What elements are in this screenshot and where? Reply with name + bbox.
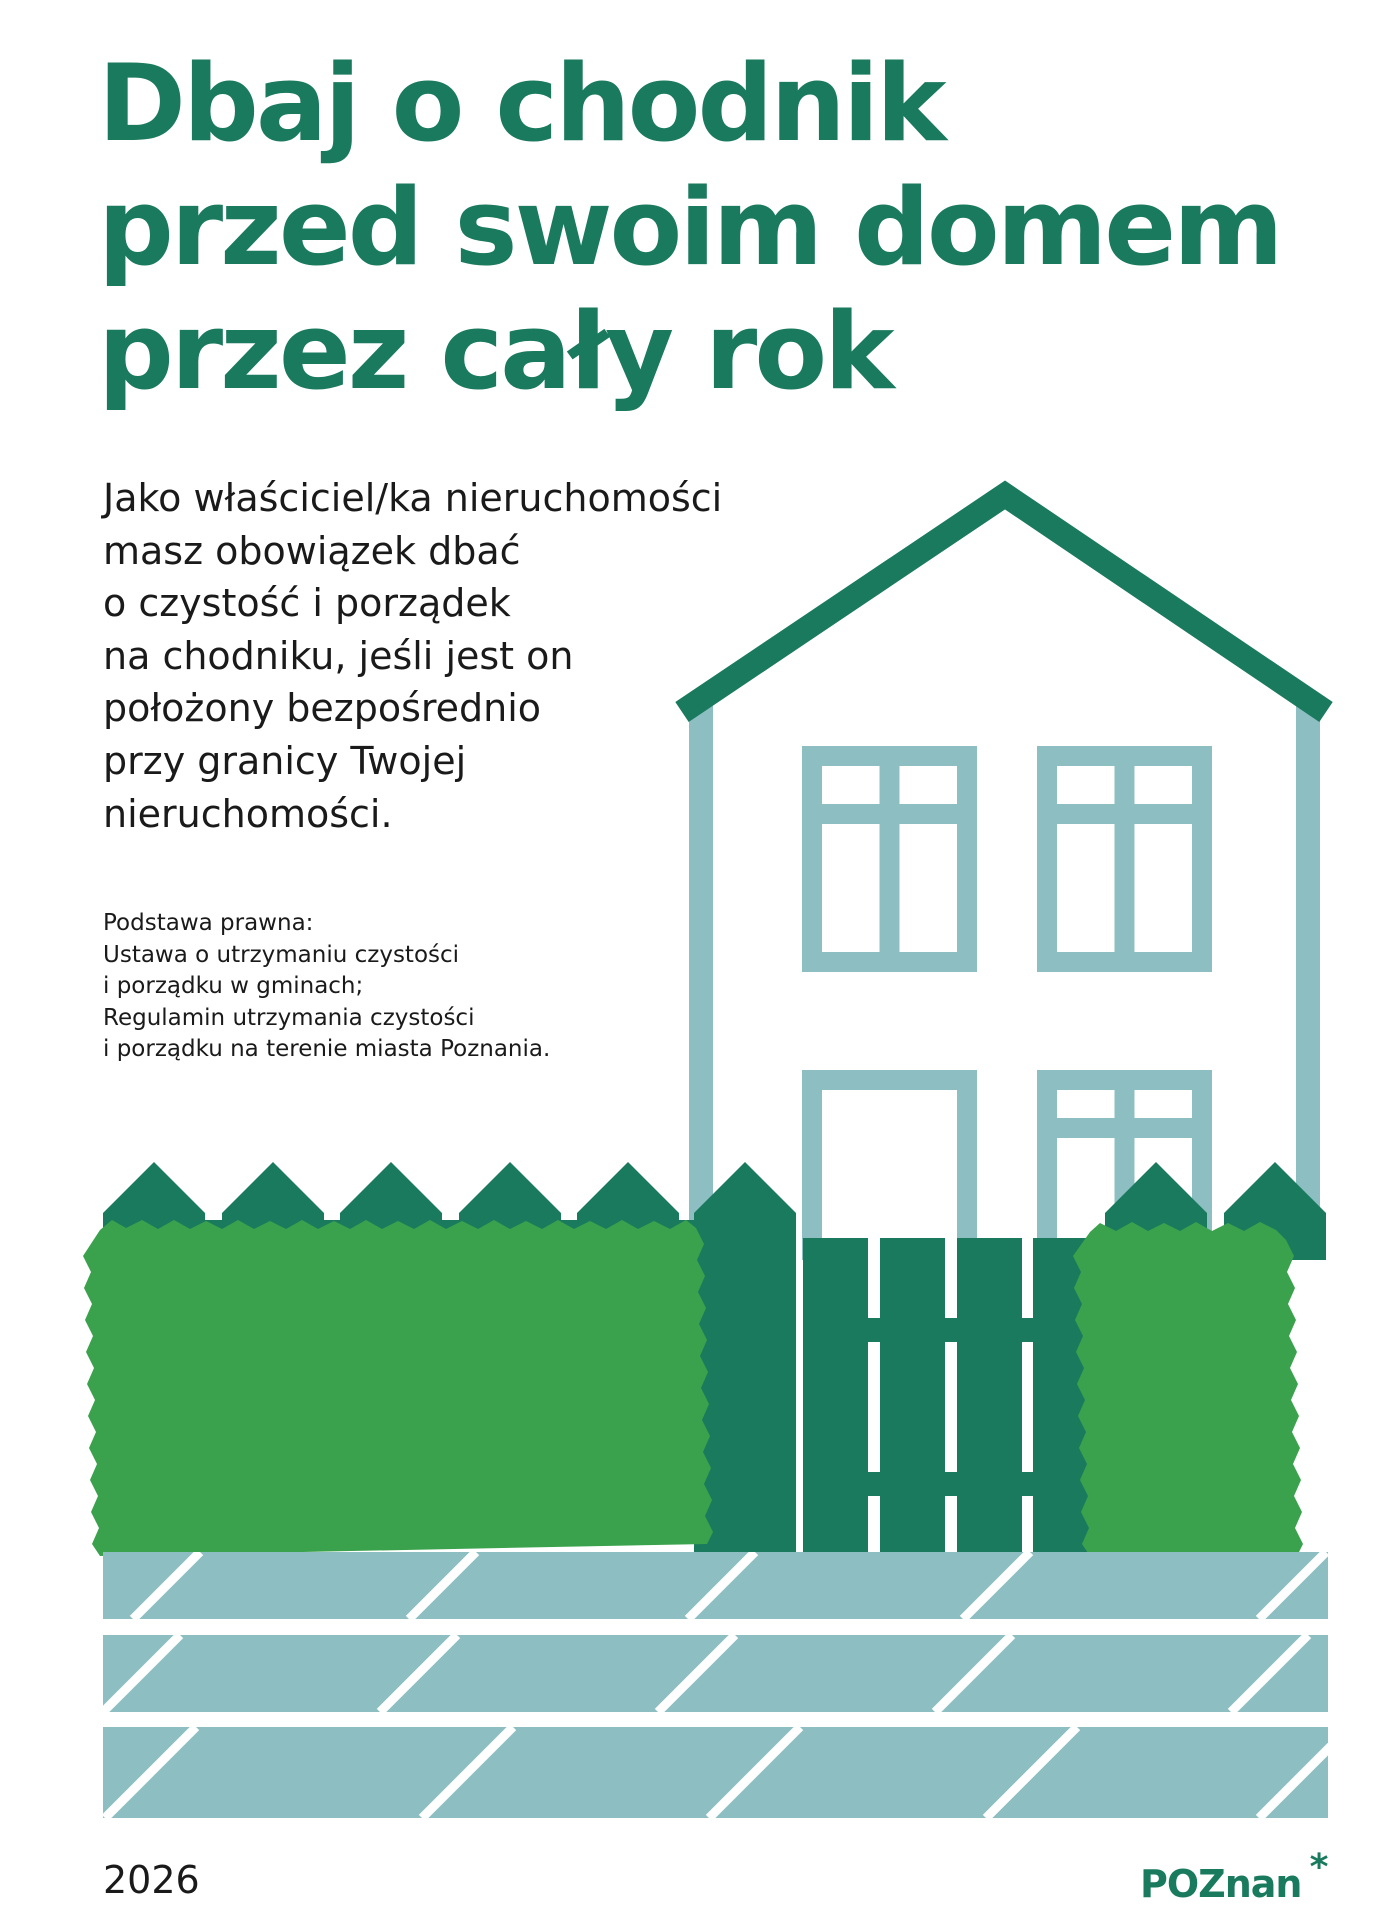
legal-line: i porządku na terenie miasta Poznania. <box>103 1036 551 1062</box>
hedge-right <box>1073 1222 1303 1556</box>
legal-line: i porządku w gminach; <box>103 973 364 999</box>
house-illustration <box>682 495 1326 1280</box>
body-line: położony bezpośrednio <box>103 686 542 731</box>
legal-line: Ustawa o utrzymaniu czystości <box>103 941 460 968</box>
sidewalk-illustration <box>103 1552 1350 1818</box>
logo-star-icon: * <box>1309 1847 1328 1888</box>
body-line: Jako właściciel/ka nieruchomości <box>103 476 723 520</box>
body-text <box>103 472 722 840</box>
headline-line-1: Dbaj o chodnik <box>98 42 944 165</box>
body-line: nieruchomości. <box>103 791 393 836</box>
body-line: masz obowiązek dbać <box>103 528 521 573</box>
legal-basis <box>103 908 550 1066</box>
logo-text: POZnan <box>1140 1862 1302 1906</box>
window-upper-left <box>812 756 967 962</box>
year: 2026 <box>103 1858 200 1902</box>
gate-illustration <box>803 1238 1098 1553</box>
body-line: o czystość i porządek <box>103 581 511 626</box>
legal-line: Regulamin utrzymania czystości <box>103 1004 475 1031</box>
hedge-illustration <box>83 1220 1303 1556</box>
headline-line-2: przed swoim domem <box>98 166 1281 289</box>
legal-line: Podstawa prawna: <box>103 910 314 936</box>
body-line: na chodniku, jeśli jest on <box>103 633 574 678</box>
body-line: przy granicy Twojej <box>103 738 467 783</box>
poznan-logo <box>1140 1847 1328 1906</box>
window-upper-right <box>1047 756 1202 962</box>
door <box>812 1080 967 1260</box>
hedge-left <box>83 1220 713 1556</box>
headline-line-3: przez cały rok <box>98 290 892 413</box>
